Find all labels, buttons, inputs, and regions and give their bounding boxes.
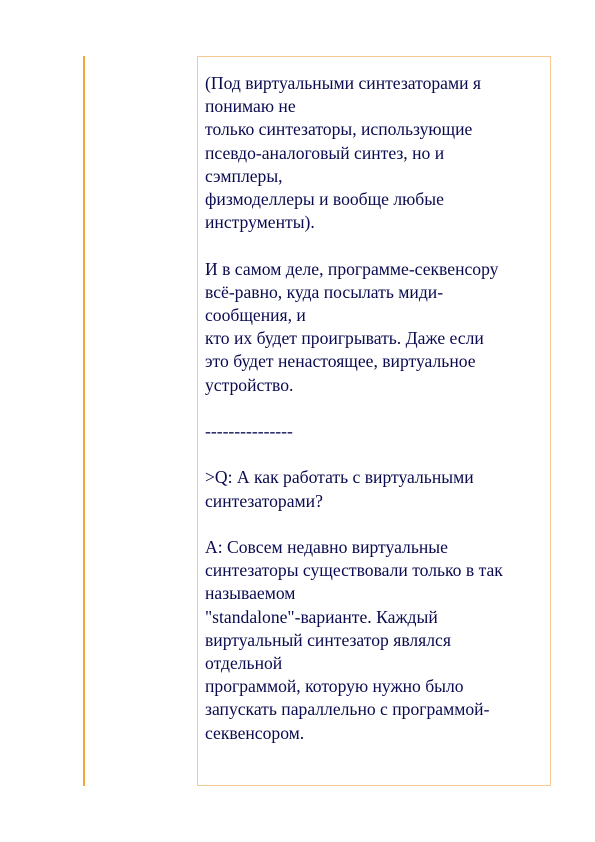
- paragraph-virtual-synths-definition: [205, 72, 547, 234]
- text-line: сообщения, и: [205, 305, 306, 326]
- text-line: секвенсором.: [205, 722, 305, 743]
- text-line: виртуальный синтезатор являлся: [205, 629, 451, 650]
- paragraph-question: [205, 466, 547, 512]
- text-line: запускать параллельно с программой-: [205, 699, 490, 720]
- text-line: устройство.: [205, 374, 294, 395]
- text-line: синтезаторами?: [205, 490, 323, 511]
- text-line: физмоделлеры и вообще любые: [205, 189, 444, 210]
- text-line: называемом: [205, 583, 296, 604]
- text-line: это будет ненастоящее, виртуальное: [205, 351, 476, 372]
- text-line: инструменты).: [205, 212, 315, 233]
- text-line: И в самом деле, программе-секвенсору: [205, 258, 499, 279]
- text-line: кто их будет проигрывать. Даже если: [205, 328, 484, 349]
- separator-line: [205, 420, 547, 443]
- text-line: >Q: А как работать с виртуальными: [205, 467, 474, 488]
- paragraph-answer: [205, 536, 547, 745]
- paragraph-sequencer: [205, 258, 547, 397]
- text-line: псевдо-аналоговый синтез, но и: [205, 142, 445, 163]
- text-line: отдельной: [205, 653, 283, 674]
- text-line: A: Совсем недавно виртуальные: [205, 537, 448, 557]
- text-line: только синтезаторы, использующие: [205, 119, 473, 140]
- left-margin-rule: [83, 56, 85, 786]
- text-line: понимаю не: [205, 96, 296, 117]
- text-line: "standalone"-варианте. Каждый: [205, 606, 438, 627]
- text-line: программой, которую нужно было: [205, 676, 464, 697]
- text-line: синтезаторы существовали только в так: [205, 560, 503, 581]
- text-line: всё-равно, куда посылать миди-: [205, 281, 444, 302]
- text-line: (Под виртуальными синтезаторами я: [205, 73, 482, 93]
- text-line: сэмплеры,: [205, 165, 283, 186]
- document-text: [205, 72, 547, 745]
- text-line: ---------------: [205, 421, 293, 442]
